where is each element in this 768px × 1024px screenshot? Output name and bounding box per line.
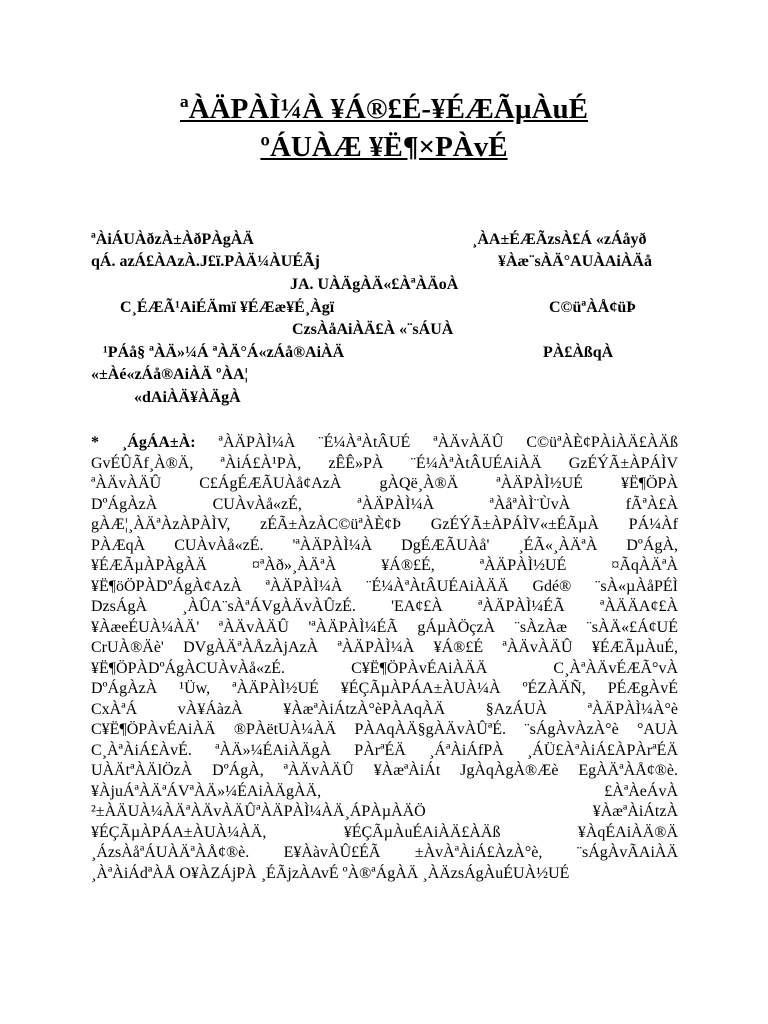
abstract-line — [91, 638, 678, 659]
abstract-line-text: DºÁgÀzÀ CUÀvÀå«zÉ, ªÀÄPÀÌ¼À ªÀåªÀÌ¨ÙvÀ fÃªÀ£À — [91, 495, 678, 513]
guide-label: ªÀiÁUÀðzÀ±ÀðPÀgÀÄ — [91, 231, 254, 248]
abstract-line — [91, 433, 678, 454]
abstract-line — [91, 474, 678, 495]
abstract-line-text: ¸ÀªÀiÁdªÀÅ O¥ÀZÁjPÀ ¸ÉÃjzÀAvÉ ºÀ®ªÁgÀÄ ¸ÀÄzsÁgÀuÉUÀ½UÉ — [91, 864, 570, 882]
university-name: ¹PÁå§ ªÀÄ»¼Á ªÀÄ°Á«zÁå®AiÀÄ — [103, 344, 345, 361]
abstract-line-text: ²±ÀÄUÀ¼ÀÄªÀÄvÀÄÛªÀÄPÀÌ¼ÀÄ¸ÁPÀµÀÄÖ ¥ÀæªÀiÁtzÀ — [91, 803, 678, 820]
city-name: «dAiÀÄ¥ÀÄgÀ — [134, 389, 241, 406]
abstract-line-text: PÀÆqÀ CUÀvÀå«zÉ. 'ªÀÄPÀÌ¼À DgÉÆÃUÀå' ¸ÉÃ«¸ÀÄªÀ DºÁgÀ, — [91, 536, 678, 554]
researcher-designation: C©üªÀÅ¢üÞ — [549, 299, 636, 316]
document-title-line-2: ºÁUÀÆ ¥Ë¶×PÀvÉ — [260, 131, 508, 163]
abstract-line — [91, 864, 678, 885]
abstract-line — [91, 495, 678, 516]
abstract-line — [91, 823, 678, 844]
abstract-line — [91, 843, 678, 864]
abstract-paragraph — [91, 433, 678, 884]
abstract-line-text: GvÉÛÃf¸À®Ä, ªÀiÁ£À¹PÀ, zÊÊ»PÀ ¨É¼ÀªÀtÂUÉAiÀÄ GzÉÝÃ±ÀPÁÌV — [91, 454, 678, 472]
abstract-line — [91, 556, 678, 577]
abstract-line — [91, 802, 678, 823]
abstract-line-text: ¥ÉÇÃµÀPÁA±ÀUÀ¼ÀÄ, ¥ÉÇÃµÀuÉAiÀÄ£ÀÄß ¥ÀqÉAiÀÄ®Ä — [91, 823, 678, 841]
abstract-line-text: ªÀÄPÀÌ¼À ¨É¼ÀªÀtÂUÉ ªÀÄvÀÄÛ C©üªÀÈ¢PÀiÀÄ£ÀÄß — [218, 434, 678, 451]
abstract-line — [91, 536, 678, 557]
abstract-line-text: CrUÀ®Äè' DVgÀÄªÀÅzÀjAzÀ ªÀÄPÀÌ¼À ¥Á®£É ªÀÄvÀÄÛ ¥ÉÆÃµÀuÉ, — [91, 639, 678, 656]
abstract-line-text: C¸ÀªÀiÁ£ÀvÉ. ªÀÄ»¼ÉAiÀÄgÀ PÀrªÉÄ ¸ÁªÀiÁfPÀ ¸ÁÜ£ÀªÀiÁ£ÀPÀrªÉÄ — [91, 741, 678, 759]
researcher-label: ¸ÀA±ÉÆÃzsÀ£Á «zÁåyð — [472, 231, 647, 248]
abstract-line-text: ¥Ë¶öÖPÀDºÁgÀ¢AzÀ ªÀÄPÀÌ¼À ¨É¼ÀªÀtÂUÉAiÀÄÄ Gdé® ¨sÀ«µÀåPÉÌ — [91, 577, 678, 595]
subject-name: PÀ£ÀßqÀ — [543, 344, 614, 361]
guide-name: qÁ. azÁ£ÀAzÀ.J£ï.PÀÄ¼ÀUÉÃj — [91, 253, 320, 270]
co-guide-name: JA. UÀÄgÀÄ«£ÀªÀÄoÀ — [290, 276, 459, 293]
abstract-line — [91, 454, 678, 475]
abstract-line-text: ¥ÀæeÉUÀ¼ÀÄ' ªÀÄvÀÄÛ 'ªÀÄPÀÌ¼ÉÃ gÁµÀÖçzÀ ¨sÀzÀæ ¨sÀÄ«£Á¢UÉ — [91, 618, 678, 636]
abstract-line — [91, 700, 678, 721]
abstract-line — [91, 741, 678, 762]
abstract-line-text: ¥Ë¶ÖPÀDºÁgÀCUÀvÀå«zÉ. C¥Ë¶ÖPÀvÉAiÀÄÄ C¸ÀªÀÄvÉÆÃ°vÀ — [91, 659, 678, 677]
abstract-lead: * ¸ÁgÁA±À: — [91, 434, 196, 451]
abstract-line-text: ¸ÁzsÀåªÁUÀÄªÀÅ¢®è. E¥ÀàvÀÛ£ÉÃ ±ÀvÀªÀiÁ£ÀzÀ°è, ¨sÁgÀvÃAiÀÄ — [91, 844, 678, 861]
researcher-name: ¥Àæ¨sÀÄ°AUÀAiÀÄå — [498, 253, 652, 270]
document-title-line-1: ªÀÄPÀÌ¼À ¥Á®£É-¥ÉÆÃµÀuÉ — [180, 93, 588, 125]
abstract-line-text: ¥ÉÆÃµÀPÀgÀÄ ¤ªÀð»¸ÀÄªÀ ¥Á®£É, ªÀÄPÀÌ½UÉ ¤ÃqÀÄªÀ — [91, 557, 678, 574]
abstract-line — [91, 679, 678, 700]
abstract-line — [91, 597, 678, 618]
abstract-line-text: gÀÆ¦¸ÀÄªÀzÀPÀÌV, zÉÃ±ÀzÀC©üªÀÈ¢Þ GzÉÝÃ±ÀPÁÌV«±ÉÃµÀ PÁ¼Àf — [91, 516, 678, 533]
abstract-line-text: DzsÁgÀ ¸ÀÛA¨sÀªÁVgÀÄvÀÛzÉ. 'EA¢£À ªÀÄPÀÌ¼ÉÃ ªÀÄÄA¢£À — [91, 598, 678, 615]
abstract-line — [91, 515, 678, 536]
abstract-line — [91, 618, 678, 639]
abstract-line-text: DºÁgÀzÀ ¹Üw, ªÀÄPÀÌ½UÉ ¥ÉÇÃµÀPÁA±ÀUÀ¼À ºÉZÀÄÑ, PÉÆgÀvÉ — [91, 680, 678, 697]
abstract-line — [91, 577, 678, 598]
abstract-line-text: ªÀÄvÀÄÛ C£ÁgÉÆÃUÀå¢AzÀ gÀQë¸À®Ä ªÀÄPÀÌ½UÉ ¥Ë¶ÖPÀ — [91, 475, 678, 492]
abstract-line-text: CxÀªÁ vÀ¥ÁàzÀ ¥ÀæªÀiÁtzÀ°èPÀAqÀÄ §AzÁUÀ ªÀÄPÀÌ¼À°è — [91, 700, 678, 718]
guide-designation: C¸ÉÆÃ¹AiÉÄmï ¥ÉÆæ¥É¸Àgï — [120, 299, 335, 316]
department-name: CzsÀåAiÀÄ£À «¨sÁUÀ — [292, 321, 454, 338]
abstract-line — [91, 659, 678, 680]
abstract-line — [91, 761, 678, 782]
abstract-line — [91, 720, 678, 741]
abstract-line-text: UÀÄtªÀÄlÖzÀ DºÁgÀ, ªÀÄvÀÄÛ ¥ÀæªÀiÁt JgÀqÀgÀ®Æè EgÀÄªÀÅ¢®è. — [91, 762, 678, 779]
university-place: «±Àé«zÁå®AiÀÄ ºÀA¦ — [91, 366, 249, 383]
abstract-line-text: ¥ÀjuÁªÀÄªÁVªÀÄ»¼ÉAiÀÄgÀÄ, £ÀªÀeÁvÀ — [91, 782, 678, 800]
abstract-line — [91, 782, 678, 803]
abstract-line-text: C¥Ë¶ÖPÀvÉAiÀÄ ®PÀëtUÀ¼ÀÄ PÀAqÀÄ§gÀÄvÀÛªÉ. ¨sÁgÀvÀzÀ°è °AUÀ — [91, 721, 678, 738]
